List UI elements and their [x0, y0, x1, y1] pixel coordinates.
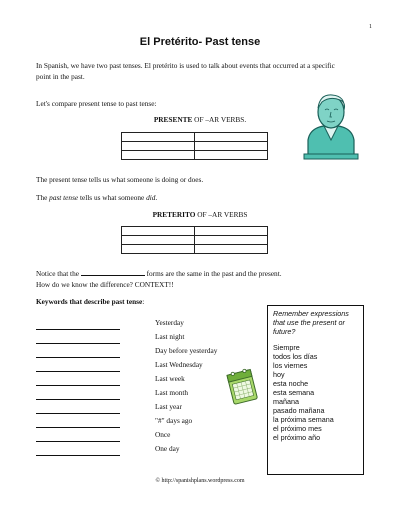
- keyword-item: Last month: [155, 388, 189, 397]
- keyword-item: Last week: [155, 374, 185, 383]
- answer-line[interactable]: [36, 357, 120, 358]
- table-cell[interactable]: [195, 133, 268, 142]
- reminder-note: Remember expressions that use the present or future?: [273, 309, 349, 336]
- compare-sentence: Let's compare present tense to past tense:: [36, 99, 157, 108]
- table-cell[interactable]: [195, 142, 268, 151]
- reminder-item: el próximo mes: [273, 424, 322, 433]
- reminder-item: la próxima semana: [273, 415, 334, 424]
- keyword-item: "#" days ago: [155, 416, 193, 425]
- page-number: 1: [369, 24, 372, 30]
- page-title: El Pretérito- Past tense: [139, 36, 261, 48]
- answer-line[interactable]: [36, 385, 120, 386]
- present-tense-note: The present tense tells us what someone is doing or does.: [36, 175, 204, 184]
- keyword-item: Day before yesterday: [155, 346, 218, 355]
- answer-line[interactable]: [36, 329, 120, 330]
- presente-table: [121, 132, 268, 160]
- reminder-item: esta noche: [273, 379, 309, 388]
- table-cell[interactable]: [122, 236, 195, 245]
- keyword-item: Last year: [155, 402, 182, 411]
- past-tense-note: The past tense tells us what someone did.: [36, 193, 158, 202]
- answer-line[interactable]: [36, 441, 120, 442]
- keyword-item: One day: [155, 444, 180, 453]
- table-cell[interactable]: [195, 245, 268, 254]
- answer-line[interactable]: [36, 427, 120, 428]
- keyword-item: Last night: [155, 332, 185, 341]
- table-cell[interactable]: [122, 142, 195, 151]
- answer-line[interactable]: [36, 455, 120, 456]
- reminder-item: Siempre: [273, 343, 300, 352]
- reminder-item: el próximo año: [273, 433, 321, 442]
- answer-line[interactable]: [36, 343, 120, 344]
- calendar-icon: [224, 366, 260, 406]
- keywords-heading: Keywords that describe past tense:: [36, 297, 145, 306]
- answer-line[interactable]: [36, 413, 120, 414]
- table-cell[interactable]: [195, 227, 268, 236]
- preterito-table-label: PRETERITO OF –AR VERBS: [152, 210, 248, 219]
- fill-blank[interactable]: [81, 268, 145, 276]
- reminder-item: todos los días: [273, 352, 318, 361]
- table-cell[interactable]: [122, 245, 195, 254]
- notice-paragraph: Notice that the forms are the same in the past and the present. How do we know the difference? CONTEXT!!: [36, 269, 282, 289]
- keyword-item: Last Wednesday: [155, 360, 203, 369]
- reminder-box: [267, 305, 364, 475]
- reminder-item: hoy: [273, 370, 285, 379]
- table-cell[interactable]: [195, 151, 268, 160]
- preterito-table: [121, 226, 268, 254]
- keyword-item: Once: [155, 430, 171, 439]
- reminder-item: pasado mañana: [273, 406, 325, 415]
- washington-portrait-icon: [294, 88, 366, 160]
- table-cell[interactable]: [122, 151, 195, 160]
- reminder-item: mañana: [273, 397, 299, 406]
- footer-credit: © http://spanishplans.wordpress.com: [155, 478, 245, 484]
- table-cell[interactable]: [122, 227, 195, 236]
- intro-paragraph: In Spanish, we have two past tenses. El pretérito is used to talk about events that occurred at a specific point in the past.: [36, 61, 335, 81]
- table-cell[interactable]: [122, 133, 195, 142]
- keyword-item: Yesterday: [155, 318, 184, 327]
- answer-line[interactable]: [36, 399, 120, 400]
- answer-line[interactable]: [36, 371, 120, 372]
- reminder-item: los viernes: [273, 361, 308, 370]
- table-cell[interactable]: [195, 236, 268, 245]
- reminder-item: esta semana: [273, 388, 315, 397]
- presente-table-label: PRESENTE OF –AR VERBS.: [153, 115, 247, 124]
